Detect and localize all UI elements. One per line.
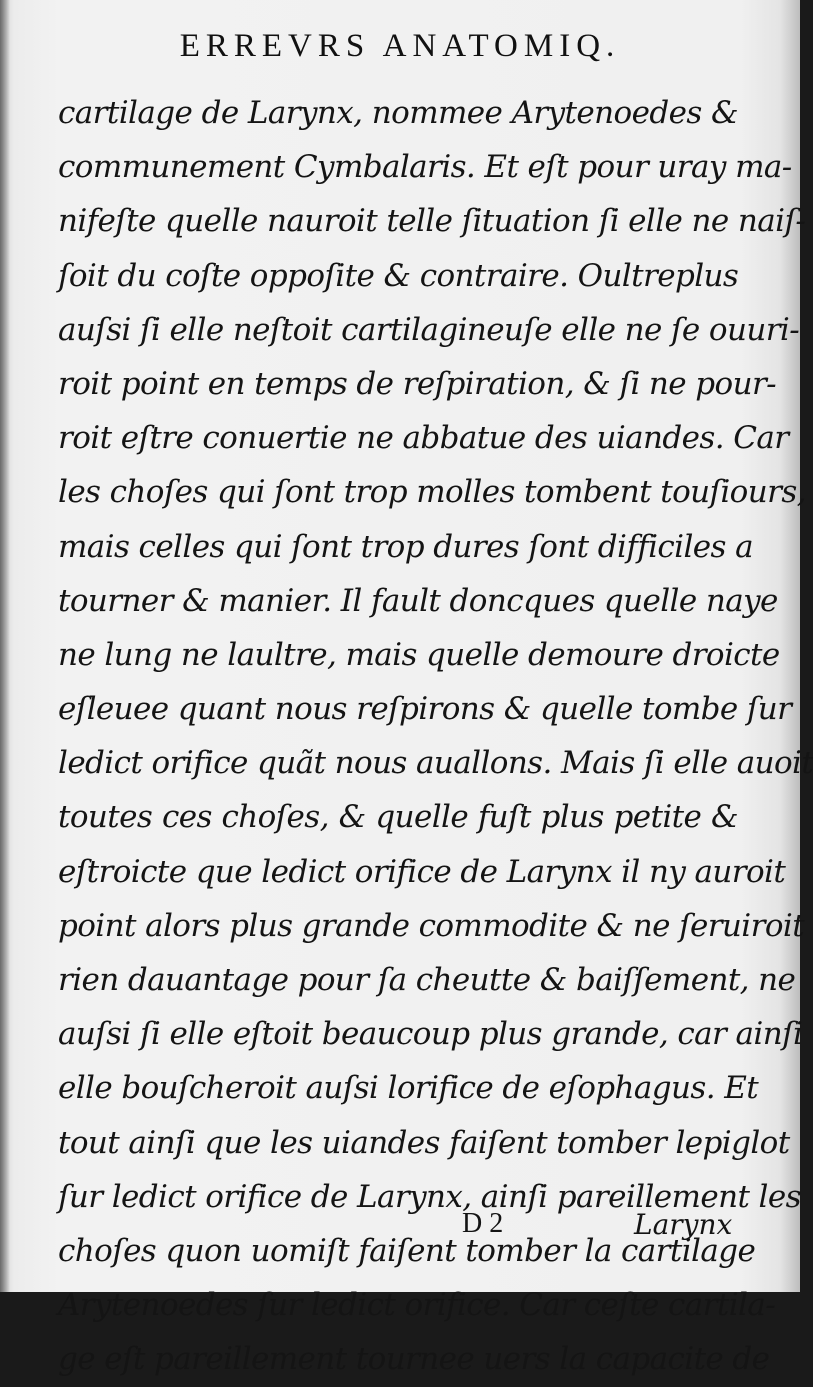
text-line: cartilage de Larynx, nommee Arytenoedes & [58, 95, 738, 131]
text-line: rien dauantage pour ſa cheutte & baiſſement, ne [58, 962, 796, 998]
text-line: elle bouſcheroit auſsi lorifice de eſophagus. Et [58, 1070, 759, 1107]
signature-mark: D 2 [462, 1208, 504, 1239]
catchword: Larynx [634, 1208, 733, 1241]
text-line: ledict orifice quãt nous auallons. Mais ſi elle auoit [58, 745, 813, 782]
text-line: auſsi ſi elle eſtoit beaucoup plus grande, car ainſi [58, 1016, 803, 1053]
gutter-shadow [0, 0, 10, 1292]
text-line: point alors plus grande commodite & ne ſeruiroit [58, 907, 805, 944]
text-line: ne lung ne laultre, mais quelle demoure droicte [58, 636, 780, 673]
text-line: nifeſte quelle nauroit telle ſituation ſi elle ne naiſ- [58, 203, 806, 240]
text-line: ſoit du coſte oppoſite & contraire. Oultreplus [58, 257, 739, 294]
text-line: toutes ces choſes, & quelle fuſt plus petite & [58, 799, 738, 836]
text-line: choſes quon uomiſt faiſent tomber la cartilage [58, 1232, 756, 1269]
text-line: auſsi ſi elle neſtoit cartilagineuſe elle ne ſe ouuri- [58, 311, 800, 348]
text-line: eſleuee quant nous reſpirons & quelle tombe ſur [58, 691, 792, 728]
text-body [58, 86, 813, 1387]
text-line: communement Cymbalaris. Et eſt pour uray ma- [58, 149, 792, 186]
text-line: les choſes qui ſont trop molles tombent touſiours, [58, 474, 806, 511]
text-line: ſur ledict orifice de Larynx, ainſi pareillement les [58, 1178, 801, 1215]
text-line: roit eſtre conuertie ne abbatue des uiandes. Car [58, 420, 789, 457]
text-line: tout ainſi que les uiandes faiſent tomber lepiglot [58, 1124, 790, 1161]
text-line: mais celles qui ſont trop dures ſont difficiles a [58, 528, 753, 565]
text-line: ge eſt pareillement tournee uers la capacite de [58, 1341, 770, 1378]
running-head: ERREVRS ANATOMIQ. [179, 28, 621, 64]
text-line: Arytenoedes ſur ledict orifice. Car ceſte cartila- [58, 1287, 776, 1324]
text-line: roit point en temps de reſpiration, & ſi ne pour- [58, 365, 777, 402]
text-line: eſtroicte que ledict orifice de Larynx il ny auroit [58, 853, 786, 890]
text-line: tourner & manier. Il fault doncques quelle naye [58, 582, 778, 619]
